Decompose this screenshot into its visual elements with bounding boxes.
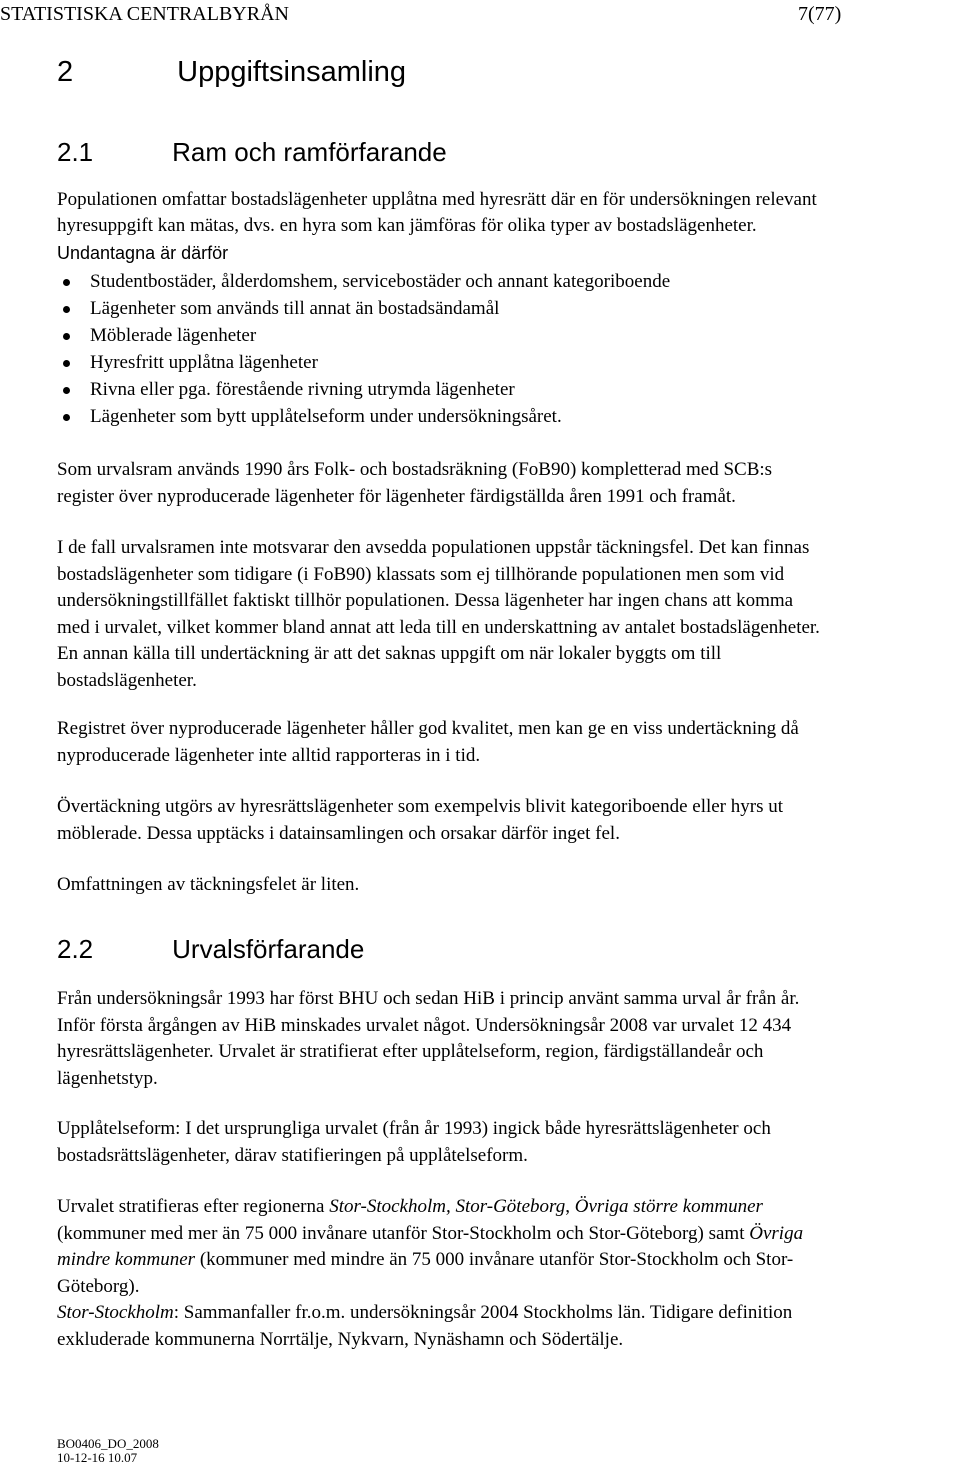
extent-paragraph: Omfattningen av täckningsfelet är liten. bbox=[57, 874, 360, 895]
paragraph-line: nyproducerade lägenheter inte alltid rapporteras in i tid. bbox=[57, 744, 481, 766]
section-2-2-heading bbox=[57, 934, 364, 965]
list-item-text: Studentbostäder, ålderdomshem, servicebostäder och annant kategoriboende bbox=[90, 271, 671, 292]
sample-paragraph bbox=[57, 986, 799, 1092]
paragraph-line: Registret över nyproducerade lägenheter håller god kvalitet, men kan ge en viss undertäckning då bbox=[57, 718, 799, 739]
frame-paragraph bbox=[57, 457, 772, 510]
region-name: Övriga större kommuner bbox=[574, 1196, 763, 1217]
overcoverage-paragraph bbox=[57, 794, 783, 847]
paragraph-line: Populationen omfattar bostadslägenheter upplåtna med hyresrätt där en för undersökningen relevant bbox=[57, 189, 817, 210]
bullet-icon bbox=[63, 414, 70, 421]
paragraph-line bbox=[57, 213, 757, 240]
list-item-text: Möblerade lägenheter bbox=[90, 325, 257, 346]
list-item-text: Hyresfritt upplåtna lägenheter bbox=[90, 352, 318, 373]
header-organization: STATISTISKA CENTRALBYRÅN bbox=[0, 3, 289, 25]
section-number: 2.1 bbox=[57, 137, 94, 167]
paragraph-line bbox=[57, 1194, 803, 1221]
footer-datetime: 10-12-16 10.07 bbox=[57, 1450, 138, 1465]
paragraph-line: undersökningstillfället faktiskt tillhör populationen. Dessa lägenheter har ingen chans att komma bbox=[57, 590, 794, 611]
paragraph-line: med i urvalet, vilket kommer bland annat att leda till en underskattning av antalet bostadslägenheter. bbox=[57, 616, 820, 638]
section-title: Uppgiftsinsamling bbox=[177, 56, 407, 88]
text-run: (kommuner med mindre än 75 000 invånare utanför Stor-Stockholm och Stor- bbox=[195, 1249, 794, 1270]
list-item-text: Rivna eller pga. förestående rivning utrymda lägenheter bbox=[90, 379, 515, 400]
footer-doc-id: BO0406_DO_2008 bbox=[57, 1436, 159, 1451]
paragraph-text: hyresuppgift kan mätas, dvs. en hyra som kan jämföras för olika typer av bostadslägenheter. bbox=[57, 215, 757, 236]
region-name: Stor-Stockholm bbox=[57, 1302, 174, 1323]
region-name: Stor-Stockholm, Stor-Göteborg bbox=[329, 1196, 566, 1217]
text-run: Urvalet stratifieras efter regionerna bbox=[57, 1196, 330, 1217]
paragraph-line: Undantagna är därför bbox=[57, 242, 229, 263]
section-number: 2 bbox=[57, 56, 74, 88]
paragraph-line bbox=[57, 1247, 803, 1274]
paragraph-line: Inför första årgången av HiB minskades urvalet något. Undersökningsår 2008 var urvalet 12 434 bbox=[57, 1014, 792, 1036]
section-2-heading bbox=[57, 56, 406, 89]
bullet-icon bbox=[63, 306, 70, 313]
paragraph-line: lägenhetstyp. bbox=[57, 1067, 158, 1089]
intro-paragraph-sans bbox=[57, 213, 757, 266]
paragraph-line: möblerade. Dessa upptäcks i datainsamlingen och orsakar därför inget fel. bbox=[57, 822, 620, 844]
footer bbox=[57, 1437, 159, 1465]
paragraph-line: hyresrättslägenheter. Urvalet är stratifierat efter upplåtelseform, region, färdigställandeår och bbox=[57, 1041, 764, 1062]
text-run: (kommuner med mer än 75 000 invånare utanför Stor-Stockholm och Stor-Göteborg) samt bbox=[57, 1222, 750, 1244]
paragraph-line: bostadslägenheter som tidigare (i FoB90) klassats som ej tillhörande populationen men som vid bbox=[57, 563, 785, 585]
list-item-text: Lägenheter som bytt upplåtelseform under undersökningsåret. bbox=[90, 406, 562, 427]
bullet-icon bbox=[63, 360, 70, 367]
text-run: , bbox=[565, 1196, 575, 1217]
text-run: : Sammanfaller fr.o.m. undersökningsår 2004 Stockholms län. Tidigare definition bbox=[173, 1302, 793, 1323]
paragraph-line bbox=[57, 1300, 803, 1327]
paragraph-line: bostadslägenheter. bbox=[57, 669, 197, 691]
list-item-text: Lägenheter som används till annat än bostadsändamål bbox=[90, 298, 500, 319]
paragraph-line: register över nyproducerade lägenheter för lägenheter färdigställda åren 1991 och framåt. bbox=[57, 485, 736, 507]
paragraph-line: I de fall urvalsramen inte motsvarar den avsedda populationen uppstår täckningsfel. Det kan finnas bbox=[57, 537, 810, 558]
section-2-1-heading bbox=[57, 137, 447, 168]
paragraph-line: Övertäckning utgörs av hyresrättslägenheter som exempelvis blivit kategoriboende eller hyrs ut bbox=[57, 796, 784, 817]
bullet-icon bbox=[63, 387, 70, 394]
paragraph-line: bostadsrättslägenheter, därav statifieringen på upplåtelseform. bbox=[57, 1144, 528, 1166]
paragraph-line bbox=[57, 1221, 803, 1248]
coverage-paragraph bbox=[57, 535, 820, 694]
paragraph-line: Som urvalsram används 1990 års Folk- och bostadsräkning (FoB90) kompletterad med SCB:s bbox=[57, 459, 773, 480]
paragraph-line: Göteborg). bbox=[57, 1275, 140, 1297]
intro-paragraph bbox=[57, 187, 817, 214]
region-name: Övriga bbox=[749, 1222, 804, 1244]
paragraph-line: Upplåtelseform: I det ursprungliga urvalet (från år 1993) ingick både hyresrättslägenheter och bbox=[57, 1118, 771, 1139]
bullet-icon bbox=[63, 333, 70, 340]
paragraph-line: exkluderade kommunerna Norrtälje, Nykvarn, Nynäshamn och Södertälje. bbox=[57, 1328, 624, 1350]
section-number: 2.2 bbox=[57, 934, 94, 964]
paragraph-line: Från undersökningsår 1993 har först BHU och sedan HiB i princip använt samma urval år från år. bbox=[57, 988, 800, 1009]
bullet-icon bbox=[63, 279, 70, 286]
section-title: Ram och ramförfarande bbox=[172, 137, 447, 167]
tenure-paragraph bbox=[57, 1116, 771, 1169]
regions-paragraph bbox=[57, 1194, 803, 1353]
page-number: 7(77) bbox=[798, 3, 842, 25]
paragraph-line: En annan källa till undertäckning är att det saknas uppgift om när lokaler byggts om till bbox=[57, 643, 722, 664]
region-name: mindre kommuner bbox=[57, 1249, 196, 1270]
section-title: Urvalsförfarande bbox=[172, 934, 365, 964]
register-paragraph bbox=[57, 716, 799, 769]
